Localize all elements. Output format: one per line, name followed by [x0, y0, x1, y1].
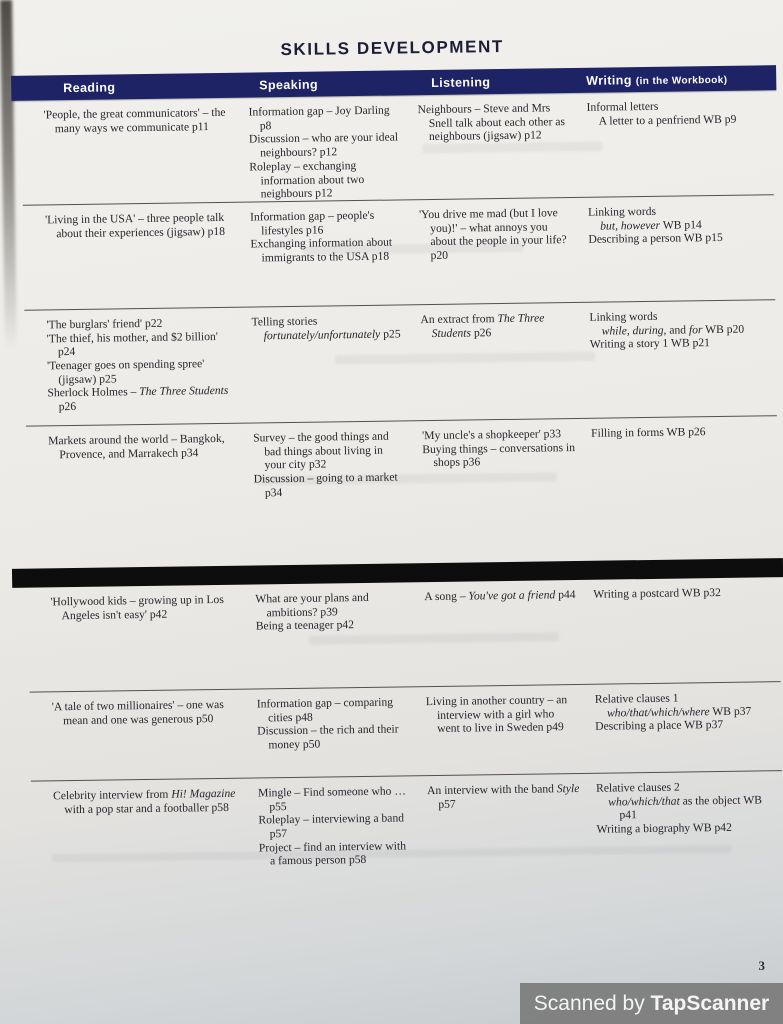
cell-entry: An interview with the band Style p57	[426, 781, 580, 811]
speaking-cell	[238, 103, 408, 201]
writing-cell	[579, 308, 780, 418]
speaking-cell	[247, 695, 417, 777]
cell-entry: Discussion – who are your ideal neighbours? p12	[248, 130, 399, 160]
cell-entry: Discussion – going to a market p34	[253, 470, 398, 500]
skills-table	[11, 65, 783, 892]
cell-entry: Describing a place WB p37	[595, 718, 724, 734]
cell-entry: Roleplay – exchanging information about two neighbours p12	[249, 158, 365, 201]
listening-cell	[407, 101, 577, 199]
table-body	[11, 90, 783, 892]
cell-entry: Writing a biography WB p42	[596, 820, 732, 836]
column-header-writing: Writing (in the Workbook)	[586, 72, 728, 88]
writing-cell	[585, 690, 783, 773]
cell-entry: 'My uncle's a shopkeeper' p33	[422, 427, 562, 443]
table-row	[16, 416, 783, 569]
speaking-cell	[243, 429, 414, 565]
table-row	[21, 771, 783, 892]
reading-cell	[18, 593, 246, 692]
table-row	[11, 90, 777, 205]
cell-entry: Neighbours – Steve and Mrs Snell talk about each other as neighbours (jigsaw) p12	[417, 101, 566, 144]
cell-entry: Information gap – Joy Darling p8	[248, 103, 390, 133]
cell-entry: Writing a story 1 WB p21	[589, 336, 711, 352]
speaking-cell	[241, 313, 411, 422]
column-header-listening: Listening	[431, 74, 491, 90]
cell-entry: Relative clauses 1	[594, 691, 679, 706]
speaking-cell	[245, 590, 415, 688]
cell-entry: Being a teenager p42	[255, 618, 355, 633]
reading-cell	[20, 698, 248, 781]
column-header-speaking: Speaking	[259, 77, 319, 92]
cell-entry: Living in another country – an interview with a girl who went to live in Sweden p49	[425, 693, 568, 736]
speaking-cell	[240, 208, 410, 306]
writing-cell	[583, 585, 783, 684]
cell-entry: 'The thief, his mother, and $2 billion' p24	[46, 329, 218, 359]
cell-entry: 'A tale of two millionaires' – one was mean and one was generous p50	[51, 697, 224, 727]
listening-cell	[410, 311, 580, 420]
listening-cell	[417, 782, 587, 886]
cell-entry: Information gap – people's lifestyles p16	[249, 208, 375, 237]
cell-entry: A song – You've got a friend p44	[424, 587, 576, 604]
cell-entry: while, during, and for WB p20	[601, 322, 745, 338]
reading-cell	[12, 106, 240, 205]
cell-entry: What are your plans and ambitions? p39	[255, 590, 369, 619]
cell-entry: 'Living in the USA' – three people talk about their experiences (jigsaw) p18	[44, 210, 226, 240]
cell-entry: A letter to a penfriend WB p9	[598, 112, 737, 128]
cell-entry: fortunately/unfortunately p25	[263, 327, 401, 342]
cell-entry: Telling stories	[251, 314, 318, 329]
cell-entry: 'People, the great communicators' – the many ways we communicate p11	[43, 105, 226, 135]
listening-cell	[416, 693, 586, 775]
cell-entry: Informal letters	[586, 99, 659, 114]
cell-entry: Filling in forms WB p26	[591, 425, 706, 440]
cell-entry: Markets around the world – Bangkok, Provence, and Marrakech p34	[48, 431, 225, 461]
cell-entry: Information gap – comparing cities p48	[256, 695, 394, 724]
cell-entry: Buying things – conversations in shops p36	[422, 440, 576, 470]
cell-entry: 'The burglars' friend' p22	[46, 316, 163, 332]
cell-entry: Relative clauses 2	[595, 780, 680, 795]
column-header-reading: Reading	[63, 79, 116, 95]
cell-entry: Describing a person WB p15	[588, 231, 723, 247]
watermark-prefix: Scanned by	[533, 991, 651, 1015]
page-title: SKILLS DEVELOPMENT	[280, 36, 505, 60]
cell-entry: who/that/which/where WB p37	[606, 704, 752, 720]
cell-entry: Celebrity interview from Hi! Magazine with a pop star and a footballer p58	[53, 786, 236, 816]
cell-entry: Linking words	[589, 309, 658, 324]
cell-entry: Project – find an interview with a famous person p58	[258, 839, 407, 868]
writing-cell	[581, 424, 783, 561]
cell-entry: but, however WB p14	[600, 217, 702, 233]
page-number: 3	[758, 958, 765, 973]
cell-entry: An extract from The Three Students p26	[420, 311, 545, 340]
table-row	[14, 300, 781, 426]
table-row	[20, 682, 783, 781]
scanner-watermark	[520, 983, 783, 1024]
cell-entry: who/which/that as the object WB p41	[608, 793, 763, 822]
workbook-suffix: (in the Workbook)	[635, 74, 728, 87]
reading-cell	[13, 211, 241, 310]
cell-entry: 'You drive me mad (but I love you)!' – what annoys you about the people in your life? p20	[418, 206, 567, 263]
listening-cell	[409, 206, 579, 304]
listening-cell	[414, 588, 584, 686]
cell-entry: Discussion – the rich and their money p50	[257, 722, 399, 752]
table-row	[13, 195, 779, 310]
table-row	[18, 577, 783, 692]
cell-entry: Exchanging information about immigrants to the USA p18	[250, 235, 393, 265]
cell-entry: Writing a postcard WB p32	[593, 585, 721, 601]
writing-cell	[586, 779, 783, 884]
cell-entry: 'Teenager goes on spending spree' (jigsaw) p25	[47, 357, 205, 386]
cell-entry: Sherlock Holmes – The Three Students p26	[47, 384, 229, 414]
reading-cell	[16, 432, 245, 569]
cell-entry: Roleplay – interviewing a band p57	[258, 811, 405, 841]
writing-cell	[578, 203, 779, 302]
cell-entry: Linking words	[587, 204, 657, 219]
cell-entry: 'Hollywood kids – growing up in Los Angeles isn't easy' p42	[50, 592, 224, 622]
cell-entry: Survey – the good things and bad things about living in your city p32	[253, 429, 389, 472]
writing-cell	[576, 98, 777, 197]
watermark-brand: TapScanner	[650, 991, 770, 1015]
reading-cell	[14, 316, 242, 426]
cell-entry: Mingle – Find someone who … p55	[258, 784, 407, 813]
reading-cell	[21, 787, 249, 892]
speaking-cell	[248, 784, 418, 888]
listening-cell	[412, 427, 583, 563]
